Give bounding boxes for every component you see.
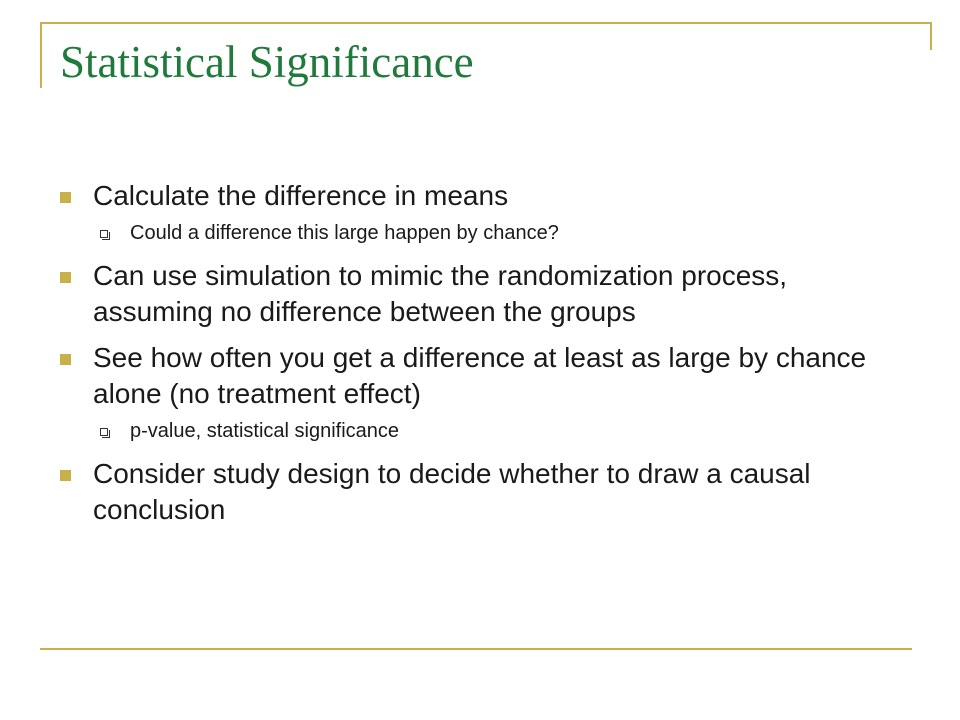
frame-left-rule [40, 22, 42, 88]
bullet-item [58, 340, 898, 412]
slide-content [58, 178, 898, 538]
sub-bullet-item [58, 418, 898, 444]
bullet-text: Calculate the difference in means [93, 180, 509, 211]
square-bullet-icon [60, 470, 71, 481]
square-bullet-icon [60, 192, 71, 203]
bullet-text: Consider study design to decide whether to draw a causal conclusion [93, 458, 811, 525]
bullet-item [58, 258, 898, 330]
square-bullet-icon [60, 354, 71, 365]
bullet-item [58, 456, 898, 528]
bullet-item [58, 178, 898, 214]
square-bullet-icon [60, 272, 71, 283]
slide-title: Statistical Significance [60, 37, 474, 87]
hollow-square-bullet-icon [100, 428, 108, 436]
sub-bullet-item [58, 220, 898, 246]
sub-bullet-text: p-value, statistical significance [130, 420, 400, 442]
hollow-square-bullet-icon [100, 230, 108, 238]
sub-bullet-text: Could a difference this large happen by chance? [130, 222, 559, 244]
frame-bottom-rule [40, 648, 912, 650]
frame-right-rule [930, 22, 932, 50]
bullet-text: Can use simulation to mimic the randomization process, assuming no difference between the groups [93, 260, 788, 327]
bullet-text: See how often you get a difference at least as large by chance alone (no treatment effect) [93, 342, 867, 409]
frame-top-rule [40, 22, 932, 24]
